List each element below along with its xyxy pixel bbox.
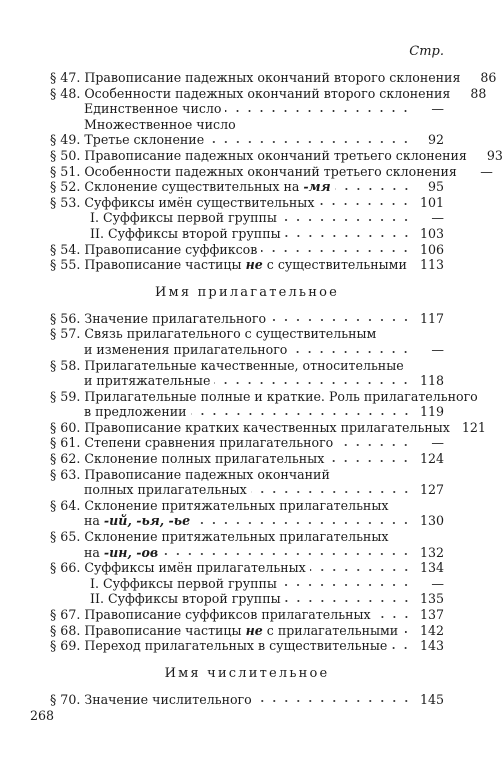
toc-entry (50, 467, 444, 483)
dot-leader (411, 264, 412, 270)
toc-entry-number: § 60. (50, 419, 81, 435)
toc-entry (50, 311, 444, 327)
toc-entry-continuation (50, 373, 444, 389)
toc-entry-number: § 47. (50, 70, 81, 85)
toc-entry-page: 137 (419, 607, 444, 622)
toc-entry (50, 607, 444, 623)
toc-entry-continuation (50, 545, 444, 561)
toc-entry-page: 124 (419, 451, 444, 467)
toc-entry (50, 388, 478, 405)
toc-entry (50, 163, 493, 180)
toc-entry-title: § 63. Правописание падежных окончаний (50, 466, 330, 482)
dot-leader (281, 582, 412, 588)
toc-entry-page: 135 (419, 591, 444, 607)
toc-entry-title: полных прилагательных (84, 482, 247, 498)
toc-entry-suffix: -ий, -ья, -ье (103, 513, 191, 529)
toc-entry-continuation (50, 513, 444, 529)
toc-entry (50, 242, 444, 258)
toc-entry (50, 623, 444, 639)
toc-entry-title: § 55. Правописание частицы не с существительными (50, 257, 407, 273)
toc-entry-page: 130 (419, 513, 444, 529)
toc-entry (50, 226, 444, 242)
toc-entry-title: § 53. Суффиксы имён существительных (50, 194, 315, 210)
dot-leader (318, 201, 412, 207)
toc-entry-page: 92 (427, 132, 444, 148)
toc-entry-number: § 63. (50, 466, 81, 482)
toc-entry-page: 117 (419, 310, 444, 326)
toc-entry-number: § 58. (50, 357, 81, 373)
toc-entry (50, 179, 444, 195)
toc-entry-title: I. Суффиксы первой группы (90, 575, 277, 591)
toc-entry-suffix: -мя (303, 179, 331, 195)
toc-entry-page: 119 (419, 404, 444, 420)
toc-entry-title: и притяжательные (84, 373, 211, 389)
toc-entry-number: § 54. (50, 241, 81, 257)
toc-entry (50, 101, 444, 117)
toc-entry-suffix: не (245, 257, 263, 273)
toc-entry-title: I. Суффиксы первой группы (90, 210, 277, 226)
toc-entry-number: § 57. (50, 326, 81, 342)
toc-entry-number: § 48. (50, 85, 81, 101)
toc-entry-page: — (431, 101, 444, 117)
toc-entry-number: § 55. (50, 257, 81, 273)
toc-entry-title: § 61. Степени сравнения прилагательного (50, 435, 334, 451)
toc-entry (50, 70, 497, 86)
toc-entry (50, 498, 444, 514)
dot-leader (194, 520, 412, 526)
dot-leader (375, 614, 412, 620)
toc-entry (50, 117, 444, 133)
toc-group-numerals (50, 692, 444, 708)
toc-entry-title: § 66. Суффиксы имён прилагательных (50, 560, 306, 576)
toc-entry-number: § 69. (50, 638, 81, 654)
dot-leader (335, 186, 412, 192)
section-heading-adjective: Имя прилагательное (154, 284, 339, 300)
dot-leader (281, 217, 412, 223)
toc-entry-title: § 62. Склонение полных прилагательных (50, 451, 325, 467)
toc-entry-page: 93 (486, 147, 503, 163)
toc-entry (50, 591, 444, 607)
toc-entry-title: II. Суффиксы второй группы (90, 591, 281, 607)
toc-entry-suffix: не (245, 622, 263, 638)
toc-entry-title: § 67. Правописание суффиксов прилагательных (50, 607, 371, 622)
dot-leader (328, 458, 412, 464)
toc-entry (50, 85, 487, 102)
toc-entry-title: Единственное число (84, 101, 222, 117)
toc-entry-title: § 57. Связь прилагательного с существительным (50, 326, 377, 342)
dot-leader (291, 349, 412, 355)
dot-leader (402, 629, 412, 635)
toc-entry-title: § 65. Склонение притяжательных прилагательных (50, 529, 389, 545)
toc-entry-page: 145 (419, 691, 444, 707)
toc-entry (50, 132, 444, 148)
toc-group-adjectives (50, 310, 486, 654)
toc-entry-title: § 51. Особенности падежных окончаний третьего склонения (50, 163, 457, 179)
toc-entry (50, 147, 503, 164)
page-number: 268 (30, 708, 55, 723)
toc-entry-title: § 60. Правописание кратких качественных прилагательных (50, 419, 450, 435)
toc-entry-page: 88 (470, 85, 487, 101)
section-heading-numeral: Имя числительное (164, 665, 330, 681)
toc-entry (50, 576, 444, 592)
toc-entry-page: 143 (419, 638, 444, 654)
toc-entry-page: 106 (419, 241, 444, 257)
toc-entry-page: — (431, 575, 444, 591)
toc-entry-number: § 64. (50, 497, 81, 513)
dot-leader (256, 698, 412, 704)
toc-entry-title: на -ий, -ья, -ье (84, 513, 191, 529)
toc-entry-number: § 56. (50, 310, 81, 326)
toc-entry (50, 435, 444, 451)
toc-entry (50, 257, 444, 273)
toc-group-nouns (50, 70, 503, 273)
toc-entry-title: Множественное число (84, 116, 236, 132)
toc-entry-title: § 52. Склонение существительных на -мя (50, 179, 331, 195)
dot-leader (310, 567, 412, 573)
toc-entry-title: § 58. Прилагательные качественные, относительные (50, 357, 404, 373)
toc-entry-number: § 65. (50, 529, 81, 545)
dot-leader (191, 411, 412, 417)
toc-entry-title: § 48. Особенности падежных окончаний второго склонения (50, 85, 451, 101)
toc-entry-page: 103 (419, 225, 444, 241)
toc-entry-page: 132 (419, 544, 444, 560)
toc-entry-number: § 62. (50, 451, 81, 467)
toc-entry-title: § 68. Правописание частицы не с прилагательными (50, 622, 399, 638)
toc-entry-number: § 67. (50, 607, 81, 622)
toc-entry-number: § 49. (50, 132, 81, 148)
toc-entry-continuation (50, 482, 444, 498)
dot-leader (225, 108, 412, 114)
toc-entry-continuation (50, 404, 444, 420)
toc-entry-page: 86 (480, 70, 497, 85)
toc-entry-page: — (431, 435, 444, 451)
toc-entry-continuation (50, 342, 444, 358)
toc-entry-number: § 61. (50, 435, 81, 451)
toc-entry-number: § 53. (50, 194, 81, 210)
toc-entry-title: § 47. Правописание падежных окончаний второго склонения (50, 70, 461, 85)
toc-entry-page: 95 (427, 179, 444, 195)
toc-entry-title: § 54. Правописание суффиксов (50, 241, 258, 257)
toc-entry-number: § 52. (50, 179, 81, 195)
toc-entry-number: § 70. (50, 691, 81, 707)
dot-leader (251, 489, 412, 495)
toc-entry (50, 326, 444, 342)
toc-entry (50, 451, 444, 467)
dot-leader (261, 248, 412, 254)
toc-entry-number: § 68. (50, 622, 81, 638)
toc-entry-title: § 70. Значение числительного (50, 691, 252, 707)
toc-entry-page: 127 (419, 482, 444, 498)
toc-entry-title: в предложении (84, 404, 187, 420)
toc-entry-number: § 50. (50, 147, 81, 163)
toc-entry-page: — (431, 341, 444, 357)
toc-entry-title: § 50. Правописание падежных окончаний третьего склонения (50, 147, 467, 163)
toc-entry-title: II. Суффиксы второй группы (90, 225, 281, 241)
toc-entry-page: 134 (419, 560, 444, 576)
toc-entry-title: и изменения прилагательного (84, 341, 288, 357)
dot-leader (270, 317, 412, 323)
dot-leader (162, 551, 412, 557)
toc-entry (50, 210, 444, 226)
toc-entry-suffix: -ин, -ов (103, 544, 159, 560)
toc-entry-page: 113 (419, 257, 444, 273)
toc-entry-title: § 64. Склонение притяжательных прилагательных (50, 497, 389, 513)
toc-entry-title: на -ин, -ов (84, 544, 159, 560)
toc-entry-number: § 66. (50, 560, 81, 576)
toc-entry (50, 529, 444, 545)
toc-entry (50, 195, 444, 211)
toc-entry (50, 560, 444, 576)
toc-entry-number: § 51. (50, 163, 81, 179)
toc-entry-page: 142 (419, 622, 444, 638)
toc-entry (50, 692, 444, 708)
dot-leader (208, 139, 412, 145)
toc-entry (50, 638, 444, 654)
toc-entry-page: — (431, 210, 444, 226)
dot-leader (285, 233, 412, 239)
dot-leader (214, 380, 412, 386)
toc-entry-title: § 49. Третье склонение (50, 132, 205, 148)
toc-list (50, 70, 503, 707)
toc-entry-page: — (480, 163, 493, 179)
page-column-label: Стр. (409, 44, 444, 59)
toc-entry-page: 101 (419, 194, 444, 210)
dot-leader (337, 442, 412, 448)
toc-entry-title: § 59. Прилагательные полные и краткие. Роль прилагательного (50, 388, 478, 404)
toc-entry-title: § 56. Значение прилагательного (50, 310, 267, 326)
toc-entry (50, 419, 486, 436)
dot-leader (285, 598, 412, 604)
toc-entry-number: § 59. (50, 388, 81, 404)
toc-entry-title: § 69. Переход прилагательных в существительные (50, 638, 388, 654)
toc-entry-page: 121 (461, 419, 486, 435)
toc-entry-page: 118 (419, 373, 444, 389)
dot-leader (391, 645, 412, 651)
toc-entry (50, 358, 444, 374)
